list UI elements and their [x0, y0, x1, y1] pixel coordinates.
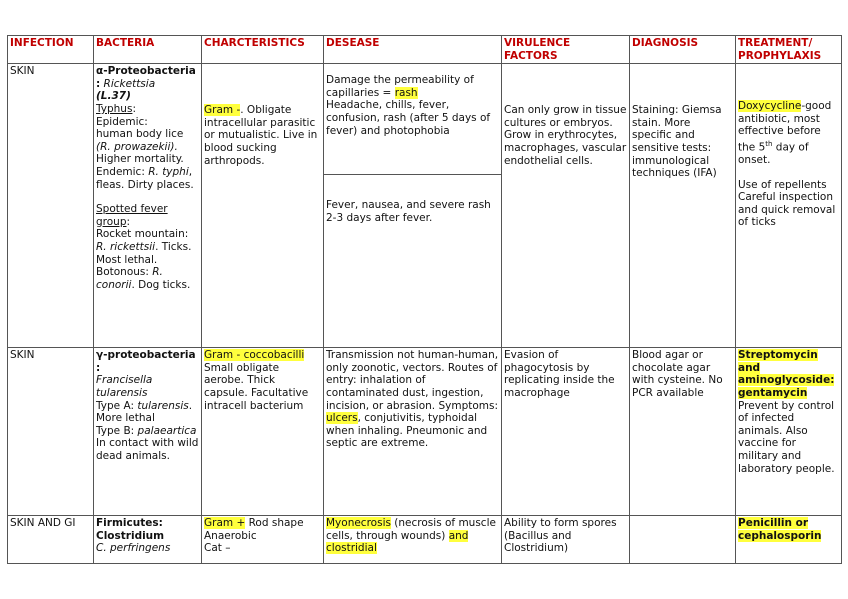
row2-characteristics: [202, 348, 324, 516]
row2-type-b-rest: In contact with wild dead animals.: [96, 437, 199, 462]
row1-typhus: Typhus: [96, 102, 133, 115]
row1-epidemic-species: (R. prowazekii).: [96, 140, 178, 153]
row1-treat-rest2: day of onset.: [738, 141, 809, 167]
row1-treat-sup: th: [765, 139, 773, 148]
row1-dis-top-rash: rash: [394, 86, 418, 99]
row2-type-b-species: palaeartica: [137, 424, 197, 437]
row2-dis-rest: , conjutivitis, typhoidal when inhaling. Pneumonic and septic are extreme.: [326, 412, 488, 450]
row3-infection: SKIN AND GI: [8, 516, 94, 564]
row1-treat-prev: Use of repellents Careful inspection and quick removal of ticks: [738, 178, 836, 229]
row1-dis-top-pre: Damage the permeability of capillaries =: [326, 74, 474, 99]
row3-virulence: Ability to form spores (Bacillus and Clostridium): [502, 516, 630, 564]
row2-char-rest: Small obligate aerobe. Thick capsule. Facultative intracell bacterium: [204, 361, 309, 412]
header-infection: INFECTION: [8, 36, 94, 64]
row2-virulence: Evasion of phagocytosis by replicating inside the macrophage: [502, 348, 630, 516]
row2-bact-sep: :: [96, 361, 101, 374]
row1-rocket: Rocket mountain:: [96, 228, 189, 241]
row3-characteristics: [202, 516, 324, 564]
table-row: [8, 64, 842, 348]
row1-botonous-rest: . Dog ticks.: [131, 278, 191, 291]
row2-type-b: Type B:: [96, 424, 138, 437]
row1-bact-group: α-Proteobacteria: [96, 65, 196, 78]
row1-epidemic: Epidemic:: [96, 115, 148, 128]
row2-bact-group: γ-proteobacteria: [96, 349, 196, 362]
table-row: [8, 348, 842, 516]
row3-bacteria: [94, 516, 202, 564]
row1-treatment: [736, 64, 842, 348]
row3-disease: [324, 516, 502, 564]
row1-botonous: Botonous:: [96, 266, 153, 279]
row1-diagnosis: Staining: Giemsa stain. More specific and sensitive tests: immunological techniques (IFA): [630, 64, 736, 348]
header-treatment: TREATMENT/ PROPHYLAXIS: [736, 36, 842, 64]
row1-treat-drug: Doxycycline: [738, 100, 802, 113]
row2-bacteria: [94, 348, 202, 516]
row2-type-a-rest: . More lethal: [96, 399, 193, 425]
row1-characteristics: [202, 64, 324, 348]
row3-diagnosis: [630, 516, 736, 564]
row1-botonous-species: R. conorii: [96, 266, 163, 291]
row1-bact-code: (L.37): [96, 90, 131, 103]
row1-typhus-colon: :: [132, 102, 136, 115]
row1-bact-sep: :: [96, 77, 101, 90]
row2-dis-ulcers: ulcers: [326, 412, 358, 425]
header-disease: DESEASE: [324, 36, 502, 64]
row1-treat-rest: -good antibiotic, most effective before the 5: [738, 100, 832, 154]
row1-char-gram: Gram -: [204, 104, 241, 117]
row2-disease: [324, 348, 502, 516]
row2-treat-drug: Streptomycin and aminoglycoside: gentamycin: [738, 349, 835, 399]
row1-char-rest: . Obligate intracellular parasitic or mutualistic. Live in blood sucking arthropods.: [204, 104, 318, 167]
row1-endemic: Endemic:: [96, 165, 149, 178]
header-row: [8, 36, 842, 64]
row1-spotted: Spotted fever group: [96, 203, 168, 228]
row2-type-a: Type A:: [96, 399, 138, 412]
row3-dis-clos: and clostridial: [326, 529, 469, 555]
row3-bact-group: Firmicutes: Clostridium: [96, 517, 165, 542]
row1-rocket-rest: . Ticks. Most lethal.: [96, 240, 192, 266]
row2-bact-species: Francisella tularensis: [96, 374, 153, 399]
row1-disease: [324, 64, 502, 348]
row1-epidemic-vector: human body lice: [96, 128, 184, 141]
row2-char-gram: Gram - coccobacilli: [204, 349, 305, 362]
row2-treatment: [736, 348, 842, 516]
header-bacteria: BACTERIA: [94, 36, 202, 64]
row3-treatment: [736, 516, 842, 564]
row3-bact-species: C. perfringens: [96, 542, 171, 555]
row3-dis-myo: Myonecrosis: [326, 517, 391, 530]
header-characteristics: CHARCTERISTICS: [202, 36, 324, 64]
row1-infection: SKIN: [8, 64, 94, 348]
row3-char-rest3: Cat –: [204, 542, 231, 555]
header-diagnosis: DIAGNOSIS: [630, 36, 736, 64]
row3-char-rest1: Rod shape: [245, 517, 304, 530]
row3-treat-drug: Penicillin or cephalosporin: [738, 517, 822, 542]
row2-diagnosis: Blood agar or chocolate agar with cysteine. No PCR available: [630, 348, 736, 516]
row3-dis-mid: (necrosis of muscle cells, through wounds): [326, 517, 496, 542]
row1-rocket-species: R. rickettsii: [96, 240, 156, 253]
row1-bacteria: [94, 64, 202, 348]
row2-dis-pre: Transmission not human-human, only zoonotic, vectors. Routes of entry: inhalation of contaminated dust, ingestion, incision, or abrasion. Symptoms:: [326, 349, 499, 412]
row1-spotted-colon: :: [126, 215, 131, 228]
row1-disease-bottom: Fever, nausea, and severe rash 2-3 days after fever.: [326, 199, 491, 224]
row1-dis-top-rest: Headache, chills, fever, confusion, rash (after 5 days of fever) and photophobia: [326, 99, 491, 137]
row2-treat-rest: Prevent by control of infected animals. Also vaccine for military and laboratory people.: [738, 399, 835, 475]
row1-disease-top: [324, 64, 501, 175]
row3-char-gram: Gram +: [204, 517, 246, 530]
table-row: [8, 516, 842, 564]
row1-virulence: Can only grow in tissue cultures or embryos. Grow in erythrocytes, macrophages, vascular endothelial cells.: [502, 64, 630, 348]
row2-type-a-species: tularensis: [137, 399, 189, 412]
bacteria-table: [7, 35, 842, 564]
row1-endemic-species: R. typhi: [148, 165, 189, 178]
row3-char-rest2: Anaerobic: [204, 529, 257, 542]
row1-epidemic-mortality: Higher mortality.: [96, 153, 184, 166]
header-virulence: VIRULENCE FACTORS: [502, 36, 630, 64]
row2-infection: SKIN: [8, 348, 94, 516]
row1-bact-genus: Rickettsia: [103, 77, 156, 90]
row1-endemic-vector: , fleas. Dirty places.: [96, 165, 194, 191]
